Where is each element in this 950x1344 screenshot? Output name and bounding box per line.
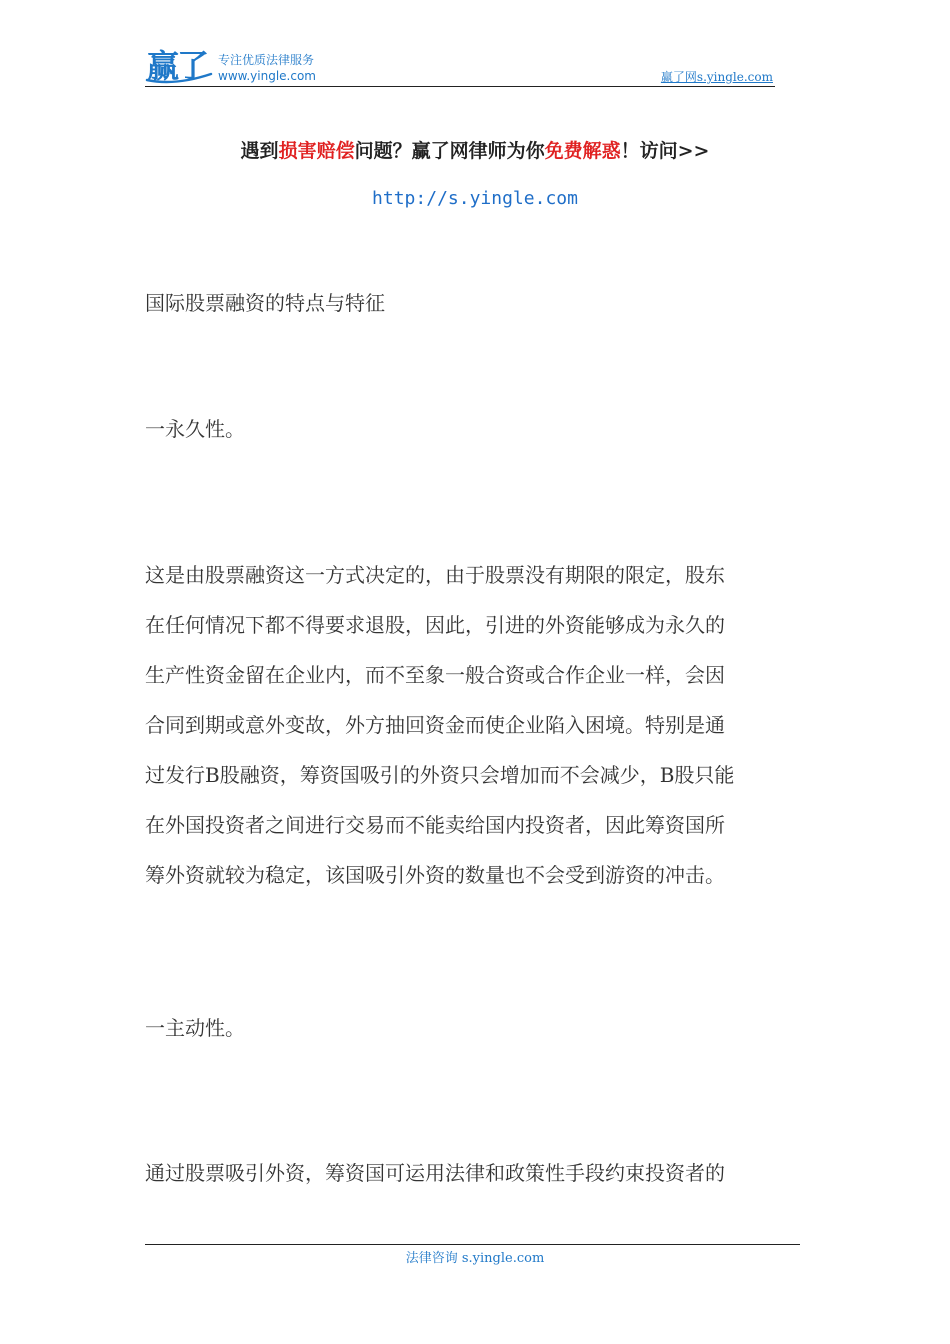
paragraph-line: 筹外资就较为稳定，该国吸引外资的数量也不会受到游资的冲击。: [145, 863, 725, 887]
page-header: [145, 46, 775, 87]
section-paragraph-permanence: [145, 550, 807, 900]
promo-text-3: ！访问>>: [620, 140, 710, 162]
paragraph-line: 合同到期或意外变故，外方抽回资金而使企业陷入困境。特别是通: [145, 713, 725, 737]
section-heading-permanence: 一永久性。: [145, 417, 245, 441]
document-title: 国际股票融资的特点与特征: [145, 291, 385, 315]
promo-highlight-2: 免费解惑: [544, 140, 621, 162]
paragraph-line: 生产性资金留在企业内，而不至象一般合资或合作企业一样，会因: [145, 663, 725, 687]
promo-highlight-1: 损害赔偿: [278, 140, 355, 162]
logo-url: www.yingle.com: [218, 69, 316, 83]
logo-mark: 赢了: [147, 47, 208, 85]
promo-banner[interactable]: [0, 136, 950, 163]
promo-text-2: 问题？赢了网律师为你: [354, 140, 545, 162]
footer-link[interactable]: 法律咨询 s.yingle.com: [405, 1251, 545, 1266]
paragraph-line: 这是由股票融资这一方式决定的，由于股票没有期限的限定，股东: [145, 563, 725, 587]
paragraph-line: 在外国投资者之间进行交易而不能卖给国内投资者，因此筹资国所: [145, 813, 725, 837]
paragraph-line: 在任何情况下都不得要求退股，因此，引进的外资能够成为永久的: [145, 613, 725, 637]
promo-url-link[interactable]: http://s.yingle.com: [372, 188, 578, 209]
logo-swoosh-icon: [145, 70, 215, 84]
section-heading-initiative: 一主动性。: [145, 1016, 245, 1040]
paragraph-line: 通过股票吸引外资，筹资国可运用法律和政策性手段约束投资者的: [145, 1161, 725, 1185]
logo-slogan: 专注优质法律服务: [218, 53, 315, 67]
footer-rule: [145, 1244, 800, 1245]
promo-text-1: 遇到: [240, 140, 279, 162]
header-site-link[interactable]: 赢了网s.yingle.com: [660, 70, 773, 84]
section-paragraph-initiative: [145, 1148, 807, 1198]
paragraph-line: 过发行B股融资，筹资国吸引的外资只会增加而不会减少，B股只能: [145, 763, 735, 787]
